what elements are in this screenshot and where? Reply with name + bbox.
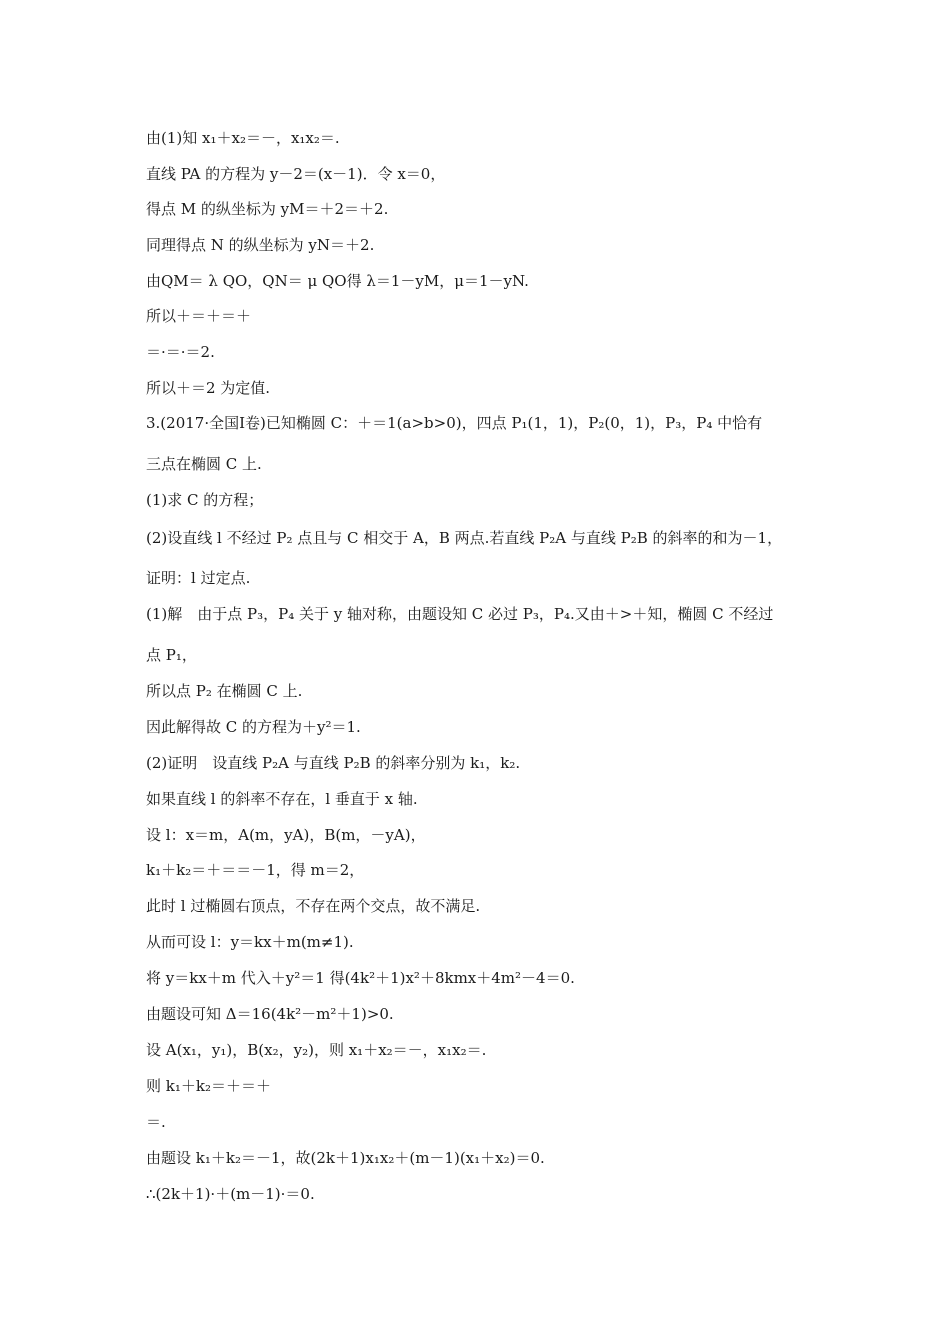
proof-line: 设 l：x＝m，A(m，yA)，B(m，－yA)， bbox=[146, 826, 426, 844]
text-line: 直线 PA 的方程为 y－2＝(x－1)．令 x＝0， bbox=[146, 165, 446, 183]
proof-line: ∴(2k＋1)·＋(m－1)·＝0. bbox=[146, 1185, 315, 1203]
solution-line: 因此解得故 C 的方程为＋y²＝1. bbox=[146, 718, 361, 736]
proof-line: ＝. bbox=[146, 1113, 166, 1131]
proof-line: 此时 l 过椭圆右顶点，不存在两个交点，故不满足. bbox=[146, 897, 481, 915]
solution-line: 所以点 P₂ 在椭圆 C 上. bbox=[146, 682, 303, 700]
proof-line: 由题设可知 Δ＝16(4k²－m²＋1)>0. bbox=[146, 1005, 394, 1023]
question-statement-line: 三点在椭圆 C 上. bbox=[146, 455, 262, 473]
proof-line: 由题设 k₁＋k₂＝－1，故(2k＋1)x₁x₂＋(m－1)(x₁＋x₂)＝0. bbox=[146, 1149, 545, 1167]
proof-line: 设 A(x₁，y₁)，B(x₂，y₂)，则 x₁＋x₂＝－，x₁x₂＝. bbox=[146, 1041, 487, 1059]
solution-line: 点 P₁， bbox=[146, 646, 197, 664]
proof-line: (2)证明 设直线 P₂A 与直线 P₂B 的斜率分别为 k₁，k₂. bbox=[146, 754, 521, 772]
text-line: ＝·＝·＝2. bbox=[146, 343, 215, 361]
proof-line: 从而可设 l：y＝kx＋m(m≠1). bbox=[146, 933, 354, 951]
text-line: 由QM＝ λ QO，QN＝ μ QO得 λ＝1－yM，μ＝1－yN. bbox=[146, 272, 529, 290]
question-part-2: (2)设直线 l 不经过 P₂ 点且与 C 相交于 A，B 两点.若直线 P₂A 与直线 P₂B 的斜率的和为－1， bbox=[146, 529, 783, 547]
proof-line: k₁＋k₂＝＋＝＝－1，得 m＝2， bbox=[146, 861, 365, 879]
question-statement-line: 3.(2017·全国Ⅰ卷)已知椭圆 C：＋＝1(a>b>0)，四点 P₁(1，1)，P₂(0，1)，P₃，P₄ 中恰有 bbox=[146, 414, 763, 432]
text-line: 所以＋＝2 为定值. bbox=[146, 379, 271, 397]
solution-line: (1)解 由于点 P₃，P₄ 关于 y 轴对称，由题设知 C 必过 P₃，P₄.又由＋>＋知，椭圆 C 不经过 bbox=[146, 605, 774, 623]
proof-line: 将 y＝kx＋m 代入＋y²＝1 得(4k²＋1)x²＋8kmx＋4m²－4＝0. bbox=[146, 969, 575, 987]
text-line: 同理得点 N 的纵坐标为 yN＝＋2. bbox=[146, 236, 375, 254]
text-line: 得点 M 的纵坐标为 yM＝＋2＝＋2. bbox=[146, 200, 389, 218]
text-line: 所以＋＝＋＝＋ bbox=[146, 307, 252, 325]
proof-line: 如果直线 l 的斜率不存在，l 垂直于 x 轴. bbox=[146, 790, 418, 808]
question-part-2: 证明：l 过定点. bbox=[146, 569, 251, 587]
proof-line: 则 k₁＋k₂＝＋＝＋ bbox=[146, 1077, 271, 1095]
question-part-1: (1)求 C 的方程； bbox=[146, 491, 264, 509]
text-line: 由(1)知 x₁＋x₂＝－，x₁x₂＝. bbox=[146, 129, 340, 147]
